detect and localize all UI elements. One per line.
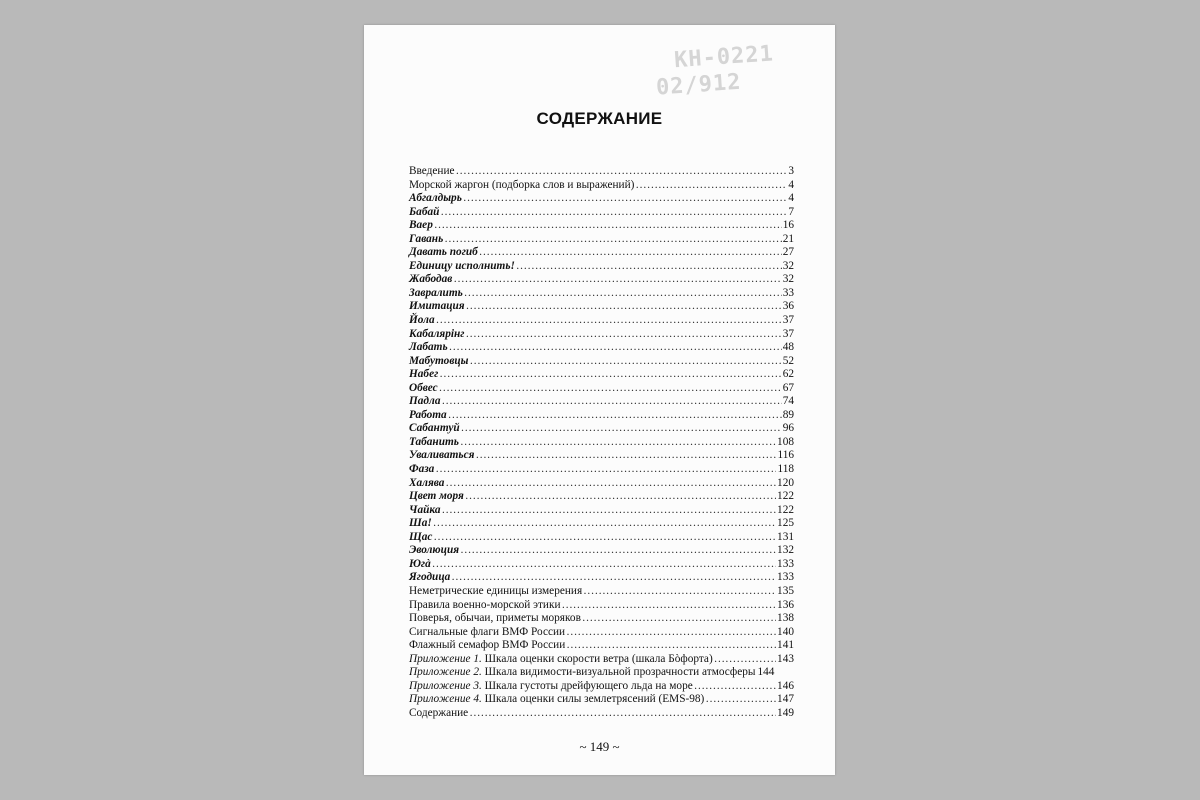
dot-leader: [469, 707, 776, 721]
toc-entry: [409, 571, 794, 585]
toc-entry: [409, 490, 794, 504]
toc-entry-page: 4: [788, 192, 794, 205]
toc-entry-label: Цвет моря: [409, 490, 464, 503]
toc-entry: [409, 355, 794, 369]
toc-entry-label: Содержание: [409, 706, 469, 719]
dot-leader: [466, 300, 782, 314]
toc-entry-page: 141: [777, 639, 794, 652]
toc-entry-prefix: Приложение 1.: [409, 652, 482, 665]
dot-leader: [441, 504, 776, 518]
toc-entry: [409, 314, 794, 328]
toc-entry-page: 118: [777, 463, 794, 476]
document-page: [364, 25, 835, 775]
dot-leader: [444, 233, 781, 247]
toc-entry-label: Неметрические единицы измерения: [409, 584, 583, 597]
toc-entry: [409, 463, 794, 477]
stamp-line-1: КН-0221: [673, 41, 775, 74]
dot-leader: [583, 585, 776, 599]
toc-entry: [409, 639, 794, 653]
toc-entry: [409, 341, 794, 355]
toc-entry: [409, 409, 794, 423]
stamp-line-2: 02/912: [655, 69, 743, 101]
toc-entry-page: 74: [782, 395, 794, 408]
toc-entry-title: Шкала оценки силы землетрясений (EMS-98): [481, 693, 705, 706]
toc-entry-label: Завралить: [409, 286, 463, 299]
dot-leader: [439, 368, 781, 382]
toc-entry-label: Чайка: [409, 503, 441, 516]
dot-leader: [433, 517, 776, 531]
toc-entry: [409, 192, 794, 206]
toc-entry-title: Шкала оценки скорости ветра (шкала Бòфорта): [481, 652, 713, 665]
toc-entry: [409, 260, 794, 274]
toc-entry-label: Имитация: [409, 300, 465, 313]
toc-entry-label: [409, 680, 693, 694]
toc-entry-label: Кабалярінг: [409, 327, 465, 340]
dot-leader: [582, 612, 776, 626]
dot-leader: [432, 558, 776, 572]
dot-leader: [479, 246, 782, 260]
toc-entry: [409, 219, 794, 233]
dot-leader: [445, 477, 776, 491]
toc-entry-page: 143: [777, 652, 794, 665]
dot-leader: [448, 409, 782, 423]
dot-leader: [442, 395, 782, 409]
toc-entry-label: Абгалдырь: [409, 192, 462, 205]
toc-entry-page: 138: [777, 612, 794, 625]
toc-entry-page: 67: [782, 381, 794, 394]
toc-entry-label: Поверья, обычаи, приметы моряков: [409, 612, 581, 625]
toc-entry-label: Флажный семафор ВМФ России: [409, 639, 566, 652]
dot-leader: [436, 314, 782, 328]
dot-leader: [433, 531, 776, 545]
toc-entry-page: 33: [782, 286, 794, 299]
toc-entry-label: Ягодица: [409, 571, 451, 584]
dot-leader: [439, 382, 782, 396]
dot-leader: [465, 328, 781, 342]
dot-leader: [475, 449, 776, 463]
toc-entry-page: 131: [777, 530, 794, 543]
toc-entry: [409, 544, 794, 558]
toc-entry-label: Сабантуй: [409, 422, 460, 435]
toc-entry: [409, 653, 794, 667]
toc-entry: [409, 612, 794, 626]
toc-entry-page: 147: [777, 693, 794, 706]
toc-entry-page: 37: [782, 327, 794, 340]
toc-entry: [409, 368, 794, 382]
toc-entry-label: Югà: [409, 557, 431, 570]
toc-entry-label: Жабодав: [409, 273, 453, 286]
toc-entry-label: Единицу исполнить!: [409, 259, 515, 272]
toc-entry: [409, 382, 794, 396]
toc-entry-page: 136: [777, 598, 794, 611]
toc-entry: [409, 206, 794, 220]
toc-entry: [409, 246, 794, 260]
dot-leader: [434, 219, 782, 233]
dot-leader: [714, 653, 776, 667]
toc-entry: [409, 477, 794, 491]
dot-leader: [460, 436, 776, 450]
toc-entry: [409, 233, 794, 247]
toc-entry-label: Сигнальные флаги ВМФ России: [409, 625, 566, 638]
toc-entry-label: Обвес: [409, 381, 438, 394]
toc-entry-page: 48: [782, 341, 794, 354]
toc-entry: [409, 680, 794, 694]
toc-entry-page: 108: [777, 435, 794, 448]
toc-entry: [409, 599, 794, 613]
dot-leader: [465, 490, 776, 504]
toc-entry-label: Гавань: [409, 232, 444, 245]
toc-entry-label: [409, 653, 713, 667]
toc-entry-label: Щас: [409, 530, 433, 543]
toc-entry: [409, 585, 794, 599]
toc-entry-label: Давать погиб: [409, 246, 478, 259]
toc-entry: [409, 558, 794, 572]
dot-leader: [635, 179, 787, 193]
toc-entry-page: 89: [782, 408, 794, 421]
toc-entry-page: 120: [777, 476, 794, 489]
toc-entry: [409, 165, 794, 179]
toc-entry-page: 146: [777, 679, 794, 692]
toc-entry-page: 140: [777, 625, 794, 638]
toc-entry-label: Уваливаться: [409, 449, 475, 462]
dot-leader: [461, 422, 782, 436]
toc-entry: [409, 395, 794, 409]
toc-entry: [409, 287, 794, 301]
toc-entry-label: Падла: [409, 395, 441, 408]
dot-leader: [705, 693, 776, 707]
toc-entry-page: 125: [777, 517, 794, 530]
dot-leader: [460, 544, 776, 558]
toc-entry-title: Шкала видимости-визуальной прозрачности атмосферы: [481, 666, 756, 679]
toc-entry-label: Ша!: [409, 517, 432, 530]
page-title: СОДЕРЖАНИЕ: [536, 109, 663, 128]
page-number: ~ 149 ~: [579, 739, 620, 754]
toc-entry-page: 16: [782, 219, 794, 232]
toc-entry-label: Йола: [409, 314, 435, 327]
toc-entry-page: 32: [782, 273, 794, 286]
toc-entry-page: 96: [782, 422, 794, 435]
toc-entry-page: 149: [777, 706, 794, 719]
toc-entry: [409, 179, 794, 193]
toc-entry: [409, 436, 794, 450]
toc-entry-page: 7: [788, 205, 794, 218]
toc-entry-label: Ваер: [409, 219, 433, 232]
toc-entry-prefix: Приложение 3.: [409, 679, 482, 692]
dot-leader: [566, 639, 776, 653]
dot-leader: [449, 341, 782, 355]
toc-entry-page: 52: [782, 354, 794, 367]
toc-entry: [409, 449, 794, 463]
dot-leader: [451, 571, 776, 585]
dot-leader: [435, 463, 776, 477]
toc-entry: [409, 300, 794, 314]
dot-leader: [464, 287, 782, 301]
toc-entry: [409, 531, 794, 545]
toc-entry-page: 133: [777, 571, 794, 584]
toc-entry-page: 37: [782, 314, 794, 327]
toc-entry-page: 122: [777, 490, 794, 503]
toc-entry-page: 144: [757, 666, 775, 679]
toc-entry-label: [409, 693, 704, 707]
toc-entry-label: Бабай: [409, 205, 440, 218]
toc-entry-label: Правила военно-морской этики: [409, 598, 561, 611]
toc-entry-page: 116: [777, 449, 794, 462]
toc-entry: [409, 517, 794, 531]
toc-entry-page: 62: [782, 368, 794, 381]
dot-leader: [440, 206, 787, 220]
toc-entry-label: Введение: [409, 165, 455, 177]
dot-leader: [456, 165, 788, 179]
toc-entry: [409, 504, 794, 518]
dot-leader: [562, 599, 777, 613]
toc-entry-page: 36: [782, 300, 794, 313]
dot-leader: [566, 626, 776, 640]
toc-entry-prefix: Приложение 4.: [409, 693, 482, 706]
toc-entry-label: [409, 666, 756, 680]
toc-entry-page: 132: [777, 544, 794, 557]
toc-entry-page: 3: [788, 165, 794, 177]
toc-entry: [409, 707, 794, 721]
dot-leader: [470, 355, 782, 369]
dot-leader: [516, 260, 782, 274]
toc-entry-page: 122: [777, 503, 794, 516]
toc-entry-label: Табанить: [409, 435, 459, 448]
toc-entry-page: 133: [777, 557, 794, 570]
toc-entry-page: 4: [788, 178, 794, 191]
toc-entry-page: 27: [782, 246, 794, 259]
toc-entry: [409, 328, 794, 342]
toc-entry-prefix: Приложение 2.: [409, 666, 482, 679]
toc-entry-label: Халява: [409, 476, 445, 489]
toc-entry: [409, 422, 794, 436]
dot-leader: [463, 192, 787, 206]
toc-entry-label: Мабутовцы: [409, 354, 469, 367]
toc-entry-page: 21: [782, 232, 794, 245]
toc-entry-label: Морской жаргон (подборка слов и выражений): [409, 178, 635, 191]
toc-entry: [409, 693, 794, 707]
toc-entry-label: Набег: [409, 368, 439, 381]
toc-entry-title: Шкала густоты дрейфующего льда на море: [481, 679, 693, 692]
dot-leader: [453, 273, 781, 287]
toc-entry-label: Фаза: [409, 463, 435, 476]
table-of-contents: [409, 165, 794, 720]
toc-entry-page: 32: [782, 259, 794, 272]
dot-leader: [694, 680, 776, 694]
toc-entry: [409, 666, 794, 680]
toc-entry: [409, 273, 794, 287]
toc-entry-label: Лабать: [409, 341, 448, 354]
toc-entry-label: Работа: [409, 408, 447, 421]
toc-entry: [409, 626, 794, 640]
toc-entry-label: Эволюция: [409, 544, 460, 557]
toc-entry-page: 135: [777, 584, 794, 597]
